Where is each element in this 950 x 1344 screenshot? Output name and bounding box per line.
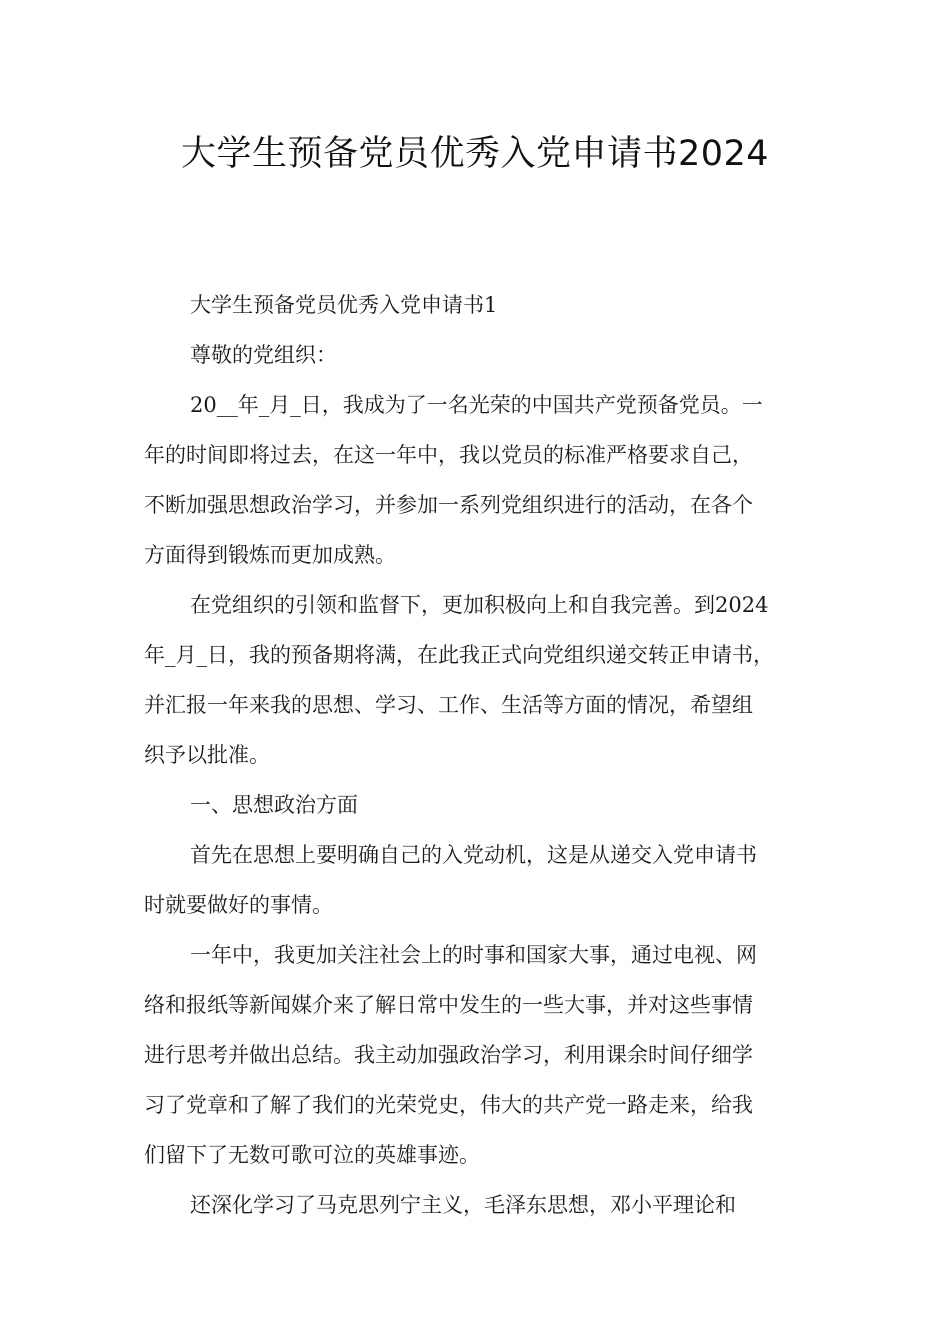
section-heading <box>144 780 808 830</box>
paragraph-line: 20__年_月_日，我成为了一名光荣的中国共产党预备党员。一 <box>190 393 763 417</box>
paragraph-line: 还深化学习了马克思列宁主义，毛泽东思想，邓小平理论和 <box>190 1193 736 1217</box>
paragraph-line: 不断加强思想政治学习，并参加一系列党组织进行的活动，在各个 <box>144 493 753 517</box>
paragraph-line: 络和报纸等新闻媒介来了解日常中发生的一些大事，并对这些事情 <box>144 993 753 1017</box>
paragraph-line: 织予以批准。 <box>144 743 270 767</box>
paragraph <box>144 580 808 780</box>
paragraph-line: 方面得到锻炼而更加成熟。 <box>144 543 396 567</box>
paragraph-line: 在党组织的引领和监督下，更加积极向上和自我完善。到2024 <box>190 593 769 617</box>
document-body <box>144 280 808 1230</box>
paragraph-line: 习了党章和了解了我们的光荣党史，伟大的共产党一路走来，给我 <box>144 1093 753 1117</box>
paragraph-line: 并汇报一年来我的思想、学习、工作、生活等方面的情况，希望组 <box>144 693 753 717</box>
paragraph-line: 一、思想政治方面 <box>190 793 358 817</box>
paragraph <box>144 380 808 580</box>
paragraph-line: 们留下了无数可歌可泣的英雄事迹。 <box>144 1143 480 1167</box>
paragraph-line: 大学生预备党员优秀入党申请书1 <box>190 293 498 317</box>
document-title: 大学生预备党员优秀入党申请书2024 <box>180 134 770 174</box>
paragraph-line: 进行思考并做出总结。我主动加强政治学习，利用课余时间仔细学 <box>144 1043 753 1067</box>
paragraph <box>144 280 808 330</box>
paragraph <box>144 1180 808 1230</box>
paragraph-line: 一年中，我更加关注社会上的时事和国家大事，通过电视、网 <box>190 943 757 967</box>
paragraph-line: 时就要做好的事情。 <box>144 893 333 917</box>
paragraph <box>144 930 808 1180</box>
paragraph-line: 首先在思想上要明确自己的入党动机，这是从递交入党申请书 <box>190 843 757 867</box>
paragraph <box>144 830 808 930</box>
paragraph-line: 尊敬的党组织： <box>190 343 337 367</box>
paragraph-line: 年_月_日，我的预备期将满，在此我正式向党组织递交转正申请书， <box>144 643 774 667</box>
paragraph <box>144 330 808 380</box>
paragraph-line: 年的时间即将过去，在这一年中，我以党员的标准严格要求自己， <box>144 443 753 467</box>
